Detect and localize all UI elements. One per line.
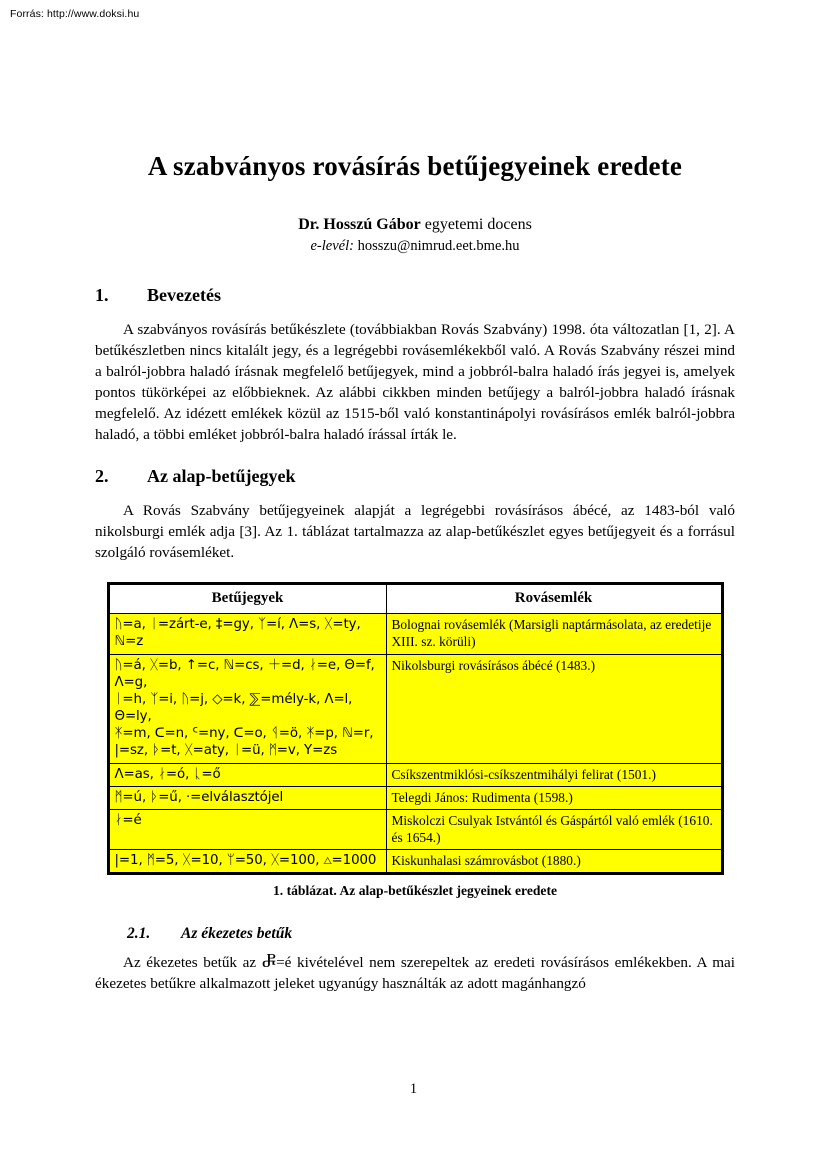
glyph-line: |=1, ᛗ=5, ᚷ=10, ᛘ=50, ᚷ=100, ⩟=1000 — [114, 853, 377, 869]
subsection-title: Az ékezetes betűk — [181, 925, 293, 943]
table-row — [108, 786, 722, 809]
column-header-source: Rovásemlék — [386, 584, 722, 614]
glyph-line: ᛅ=é — [114, 812, 142, 828]
cell-letters — [108, 654, 386, 763]
table-row — [108, 850, 722, 874]
subsection-paragraph: Az ékezetes betűk az Ⴥ=é kivételével nem szerepeltek az eredeti rovásírásos emlékekben. A mai ékezetes betűkre alkalmazott jeleket ugyanúgy használták az adott magánhangzó — [95, 954, 735, 993]
table-head — [108, 584, 722, 614]
table-caption: 1. táblázat. Az alap-betűkészlet jegyeinek eredete — [272, 883, 558, 899]
alphabet-origin-table — [107, 582, 724, 875]
cell-letters — [108, 763, 386, 786]
document-page — [95, 150, 735, 1015]
glyph-line: ᛗ=ú, ᚦ=ű, ·=elválasztójel — [114, 789, 284, 805]
email-address: hosszu@nimrud.eet.bme.hu — [353, 238, 520, 255]
subsection-number: 2.1. — [127, 925, 151, 943]
glyph-line: Λ=as, ᛅ=ó, ᚳ=ő — [114, 766, 221, 782]
cell-source: Kiskunhalasi számrovásbot (1880.) — [386, 850, 722, 874]
cell-letters — [108, 614, 386, 654]
cell-source: Csíkszentmiklósi-csíkszentmihályi felirat (1501.) — [386, 763, 722, 786]
table-row — [108, 809, 722, 849]
table-row — [108, 763, 722, 786]
glyph-line: ᛡ=m, ᑕ=n, ᑦ=ny, ᑕ=o, ᛩ=ö, ᛡ=p, ℕ=r, — [114, 726, 374, 742]
cell-letters — [108, 850, 386, 874]
page-title: A szabványos rovásírás betűjegyeinek eredete — [147, 151, 683, 181]
author-name: Dr. Hosszú Gábor — [298, 216, 421, 234]
cell-source: Telegdi János: Rudimenta (1598.) — [386, 786, 722, 809]
author-email-line — [95, 238, 735, 255]
table-row — [108, 654, 722, 763]
page-number: 1 — [409, 1081, 418, 1097]
table-container — [95, 582, 735, 875]
cell-letters — [108, 809, 386, 849]
table-row — [108, 614, 722, 654]
subsection-heading-2-1 — [95, 925, 735, 943]
section-paragraph-2: A Rovás Szabvány betűjegyeinek alapját a legrégebbi rovásírásos ábécé, az 1483-ból való nikolsburgi emlék adja [3]. Az 1. táblázat tartalmazza az alap-betűkészlet egyes betűjegyeit és a forrásul szolgáló rovásemléket. — [95, 502, 735, 562]
glyph-line: ᛁ=h, ᛉ=i, ᚢ=j, ◇=k, ⅀=mély-k, Λ=l, Θ=ly, — [114, 691, 353, 725]
email-label: e-levél: — [310, 238, 354, 255]
author-role: egyetemi docens — [420, 216, 532, 234]
section-number-1: 1. — [95, 285, 109, 306]
table-header-row — [108, 584, 722, 614]
cell-source: Nikolsburgi rovásírásos ábécé (1483.) — [386, 654, 722, 763]
cell-source: Bolognai rovásemlék (Marsigli naptármásolata, az eredetije XIII. sz. körüli) — [386, 614, 722, 654]
glyph-line: |=sz, ᚦ=t, ᚷ=aty, ᛁ=ü, ᛗ=v, Υ=zs — [114, 743, 338, 759]
section-heading-1 — [95, 285, 735, 306]
table-body — [108, 614, 722, 874]
source-url-note: Forrás: http://www.doksi.hu — [10, 8, 140, 20]
section-heading-2 — [95, 466, 735, 487]
cell-letters — [108, 786, 386, 809]
glyph-line: ᚢ=á, ᚷ=b, ↑=c, ℕ=cs, ＋=d, ᛅ=e, Θ=f, Λ=g, — [114, 657, 375, 690]
glyph-line: ᚢ=a, ᛁ=zárt-e, ‡=gy, ᛉ=í, Λ=s, ᚷ=ty, ℕ=z — [114, 617, 361, 650]
column-header-letters: Betűjegyek — [108, 584, 386, 614]
section-paragraph-1: A szabványos rovásírás betűkészlete (továbbiakban Rovás Szabvány) 1998. óta változatlan [1, 2]. A betűkészletben nincs kitalált jegy, és a legrégebbi rovásemlékekből való. A Rovás Szabvány részei mind a balról-jobbra haladó írásnak megfelelő betűjegyek, mind a jobbról-balra haladó írás jegyei is, amelyek pontos tükörképei az előbbieknek. Az alábbi cikkben minden betűjegy a balról-jobbra haladó írásnak megfelelő. Az idézett emlékek közül az 1515-ből való konstantinápolyi rovásírásos emlék balról-jobbra haladó, a többi emléket jobbról-balra haladó írással írták le. — [95, 321, 735, 444]
section-number-2: 2. — [95, 466, 109, 487]
section-title-1: Bevezetés — [147, 285, 221, 306]
cell-source: Miskolczi Csulyak Istvántól és Gáspártól való emlék (1610. és 1654.) — [386, 809, 722, 849]
author-byline — [95, 216, 735, 234]
section-title-2: Az alap-betűjegyek — [147, 466, 296, 487]
